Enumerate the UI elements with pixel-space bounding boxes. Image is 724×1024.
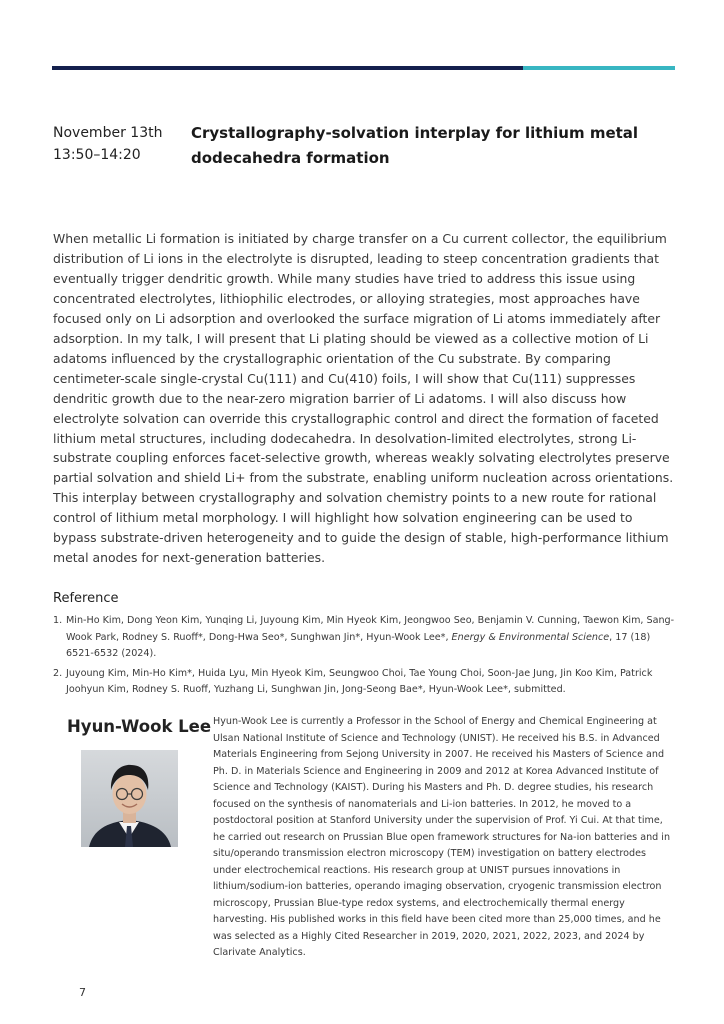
page-number: 7	[79, 986, 86, 999]
speaker-name: Hyun-Wook Lee	[67, 717, 212, 736]
reference-number: 1.	[53, 615, 63, 626]
reference-heading: Reference	[53, 591, 119, 606]
reference-item	[53, 613, 678, 663]
reference-item	[53, 666, 678, 699]
reference-citation: , 17 (18) 6521-6532 (2024).	[66, 631, 651, 660]
session-time: 13:50–14:20	[53, 147, 141, 163]
session-datetime	[53, 122, 162, 166]
speaker-photo	[81, 750, 178, 847]
speaker-portrait-image	[81, 750, 178, 847]
reference-number: 2.	[53, 667, 63, 679]
reference-list	[53, 613, 678, 702]
speaker-bio: Hyun-Wook Lee is currently a Professor in the School of Energy and Chemical Engineering at Ulsan National Institute of Science and Technology (UNIST). He received his B.S. in Advanced Materials Engineering from Sejong University in 2007. He received his Masters of Science and Ph. D. in Materials Science and Engineering in 2009 and 2012 at Korea Advanced Institute of Science and Technology (KAIST). During his Masters and Ph. D. degree studies, his research focused on the synthesis of nanomaterials and Li-ion batteries. In 2012, he moved to a postdoctoral position at Stanford University under the supervision of Prof. Yi Cui. At that time, he carried out research on Prussian Blue open framework structures for Na-ion batteries and in situ/operando transmission electron microscopy (TEM) investigation on battery electrodes under electrochemical reactions. His research group at UNIST pursues innovations in lithium/sodium-ion batteries, operando imaging observation, cryogenic transmission electron microscopy, Prussian Blue-type redox systems, and electrochemically thermal energy harvesting. His published works in this field have been cited more than 25,000 times, and he was selected as a Highly Cited Researcher in 2019, 2020, 2021, 2022, 2023, and 2024 by Clarivate Analytics.	[213, 716, 671, 958]
talk-title: Crystallography-solvation interplay for lithium metal dodecahedra formation	[191, 124, 639, 167]
reference-journal: Energy & Environmental Science	[451, 631, 610, 643]
header-rule-navy	[52, 66, 523, 70]
header-rule	[52, 66, 675, 70]
abstract-text: When metallic Li formation is initiated by charge transfer on a Cu current collector, the equilibrium distribution of Li ions in the electrolyte is disrupted, leading to steep concentration gradients that eventually trigger dendritic growth. While many studies have tried to address this issue using concentrated electrolytes, lithiophilic electrodes, or alloying strategies, most approaches have focused only on Li adsorption and overlooked the surface migration of Li atoms immediately after adsorption. In my talk, I will present that Li plating should be viewed as a collective motion of Li adatoms influenced by the crystallographic orientation of the Cu substrate. By comparing centimeter-scale single-crystal Cu(111) and Cu(410) foils, I will show that Cu(111) suppresses dendritic growth due to the near-zero migration barrier of Li adatoms. I will also discuss how electrolyte solvation can override this crystallographic control and direct the formation of faceted lithium metal structures, including dodecahedra. In desolvation-limited electrolytes, strong Li-substrate coupling enforces facet-selective growth, whereas weakly solvating electrolytes preserve partial solvation and shield Li+ from the substrate, enabling uniform nucleation across orientations. This interplay between crystallography and solvation chemistry points to a new route for rational control of lithium metal morphology. I will highlight how solvation engineering can be used to bypass substrate-driven heterogeneity and to guide the design of stable, high-performance lithium metal anodes for next-generation batteries.	[53, 231, 674, 566]
reference-text: Juyoung Kim, Min-Ho Kim*, Huida Lyu, Min Hyeok Kim, Seungwoo Choi, Tae Young Choi, Soon-Jae Jung, Jin Koo Kim, Patrick Joohyun Kim, Rodney S. Ruoff, Yuzhang Li, Sunghwan Jin, Jong-Seong Bae*, Hyun-Wook Lee*, submitted.	[66, 667, 653, 696]
session-date: November 13th	[53, 125, 163, 141]
reference-authors: Min-Ho Kim, Dong Yeon Kim, Yunqing Li, Juyoung Kim, Min Hyeok Kim, Jeongwoo Seo, Benjamin V. Cunning, Taewon Kim, Sang-Wook Park, Rodney S. Ruoff*, Dong-Hwa Seo*, Sunghwan Jin*, Hyun-Wook Lee*,	[66, 615, 675, 643]
header-rule-teal	[523, 66, 675, 70]
